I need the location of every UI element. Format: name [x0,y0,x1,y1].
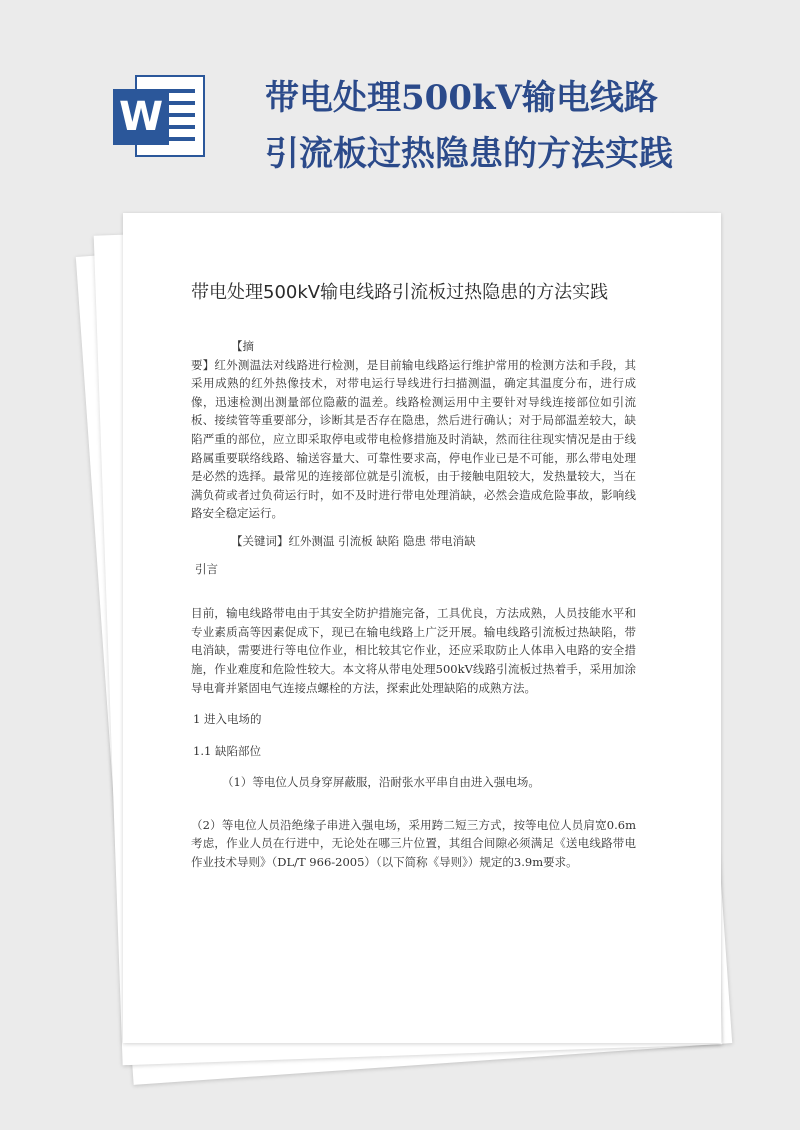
section-1-heading: 1 进入电场的 [193,712,262,727]
introduction-text: 目前，输电线路带电由于其安全防护措施完备，工具优良，方法成熟，人员技能水平和专业素质高等因素促成下，现已在输电线路上广泛开展。输电线路引流板过热缺陷，带电消缺，需要进行等电位作业，相比较其它作业，还应采取防止人体串入电路的安全措施，作业难度和危险性较大。本文将从带电处理500kV线路引流板过热着手，采用加涂导电膏并紧固电气连接点螺栓的方法，探索此处理缺陷的成熟方法。 [191,606,636,695]
section-1-1-heading: 1.1 缺陷部位 [193,743,261,758]
abstract-text: 要】红外测温法对线路进行检测，是目前输电线路运行维护常用的检测方法和手段，其采用成熟的红外热像技术，对带电运行导线进行扫描测温，确定其温度分布，进行成像，迅速检测出测量部位隐蔽的温差。线路检测运用中主要针对导线连接部位如引流板、接续管等重要部分，诊断其是否存在隐患，然后进行确认；对于局部温差较大，缺陷严重的部位，应立即采取停电或带电检修措施及时消缺，然而往往现实情况是由于线路属重要联络线路、输送容量大、可靠性要求高，停电作业已是不可能，那么带电处理是必然的选择。最常见的连接部位就是引流板，由于接触电阻较大，发热量较大，当在满负荷或者过负荷运行时，如不及时进行带电处理消缺，必然会造成危险事故，影响线路安全稳定运行。 [191,357,636,521]
banner-title [265,70,785,182]
abstract-heading: 【摘 [231,339,254,353]
keywords: 【关键词】红外测温 引流板 缺陷 隐患 带电消缺 [231,533,476,548]
banner-title-line-2: 引流板过热隐患的方法实践 [265,134,673,174]
banner-title-line-1: 带电处理500kV输电线路 [265,78,658,118]
word-badge: W [113,89,169,145]
icon-line [165,113,195,117]
icon-line [165,137,195,141]
step-2-text: （2）等电位人员沿绝缘子串进入强电场，采用跨二短三方式，按等电位人员肩宽0.6m考虑，作业人员在行进中，无论处在哪三片位置，其组合间隙必须满足《送电线路带电作业技术导则》（DL/T 966-2005）（以下简称《导则》）规定的3.9m要求。 [191,817,636,870]
icon-line [165,101,195,105]
step-1-text: （1）等电位人员身穿屏蔽服，沿耐张水平串自由进入强电场。 [222,775,540,790]
icon-line [165,89,195,93]
document-title: 带电处理500kV输电线路引流板过热隐患的方法实践 [191,282,609,303]
icon-line [165,125,195,129]
introduction-heading: 引言 [195,561,218,576]
document-body [191,278,636,872]
word-document-icon [113,75,208,157]
